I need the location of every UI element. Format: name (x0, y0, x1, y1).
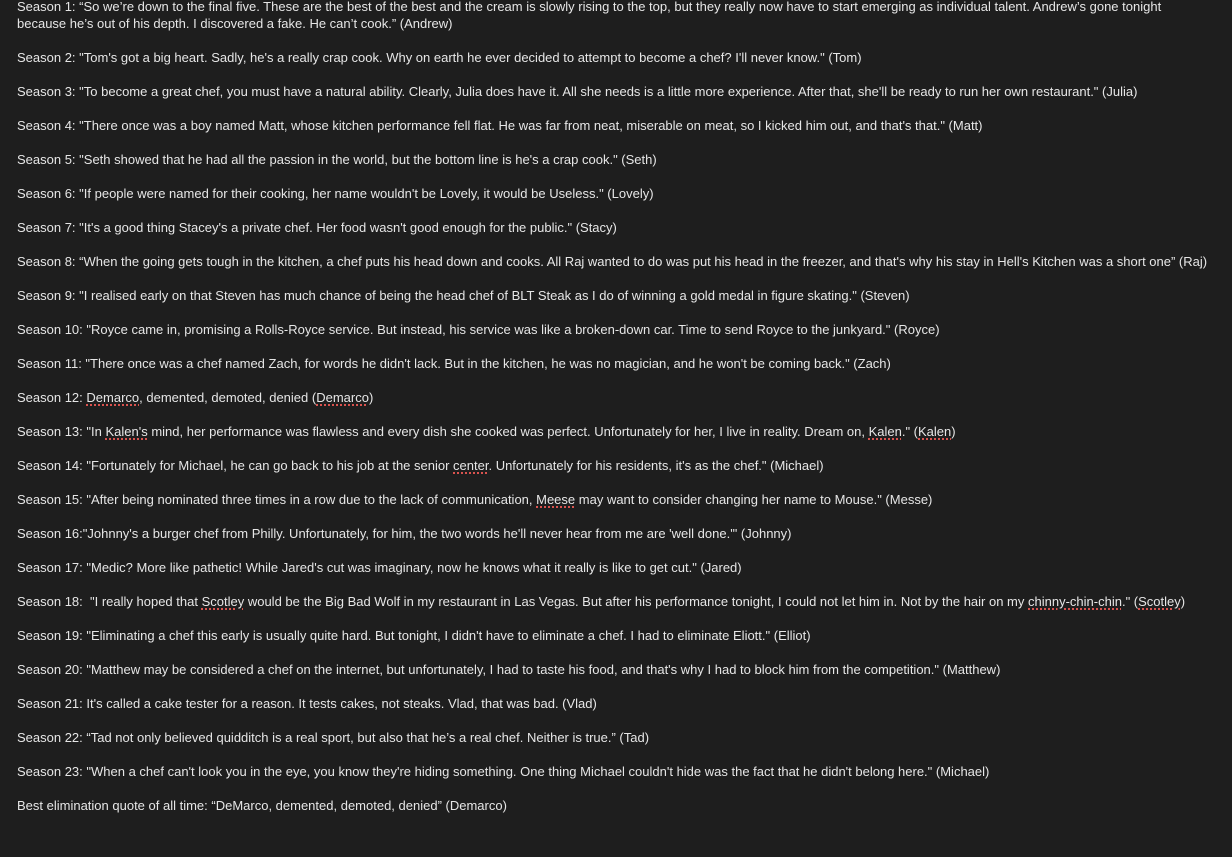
misspelled-word[interactable]: chinny-chin-chin (1028, 594, 1122, 609)
text-run: Season 3: "To become a great chef, you must have a natural ability. Clearly, Julia does have it. All she needs is a little more experience. After that, she'll be ready to run her own restaurant." (Julia) (17, 84, 1138, 99)
quote-paragraph (17, 525, 1212, 542)
misspelled-word[interactable]: Demarco (86, 390, 140, 405)
quote-paragraph (17, 185, 1212, 202)
quote-paragraph (17, 49, 1212, 66)
quote-paragraph (17, 661, 1212, 678)
text-run: ) (1180, 594, 1186, 609)
text-run: Season 22: “Tad not only believed quidditch is a real sport, but also that he’s a real chef. Neither is true.” (Tad) (17, 730, 650, 745)
quote-paragraph (17, 0, 1212, 32)
quote-paragraph (17, 423, 1212, 440)
quote-paragraph (17, 83, 1212, 100)
quote-paragraph (17, 491, 1212, 508)
text-run: Season 15: "After being nominated three times in a row due to the lack of communication, (17, 492, 537, 507)
text-run: Best elimination quote of all time: “DeMarco, demented, demoted, denied” (Demarco) (17, 798, 507, 813)
text-run: Season 13: "In (17, 424, 106, 439)
misspelled-word[interactable]: Scotley (1138, 594, 1181, 609)
quote-paragraph (17, 389, 1212, 406)
text-run: Season 21: It's called a cake tester for a reason. It tests cakes, not steaks. Vlad, that was bad. (Vlad) (17, 696, 597, 711)
quote-paragraph (17, 729, 1212, 746)
text-run: Season 9: "I realised early on that Steven has much chance of being the head chef of BLT Steak as I do of winning a gold medal in figure skating." (Steven) (17, 288, 910, 303)
text-run: ) (368, 390, 374, 405)
text-run: Season 5: "Seth showed that he had all the passion in the world, but the bottom line is he's a crap cook." (Seth) (17, 152, 657, 167)
text-run: Season 7: "It's a good thing Stacey's a private chef. Her food wasn't good enough for the public." (Stacy) (17, 220, 617, 235)
text-run: Season 2: "Tom's got a big heart. Sadly, he's a really crap cook. Why on earth he ever decided to attempt to become a chef? I'll never know." (Tom) (17, 50, 862, 65)
text-run: Season 6: "If people were named for their cooking, her name wouldn't be Lovely, it would be Useless." (Lovely) (17, 186, 654, 201)
text-run: Season 4: "There once was a boy named Matt, whose kitchen performance fell flat. He was far from neat, miserable on meat, so I kicked him out, and that's that." (Matt) (17, 118, 983, 133)
quote-paragraph (17, 117, 1212, 134)
text-run: Season 20: "Matthew may be considered a chef on the internet, but unfortunately, I had to taste his food, and that's why I had to block him from the competition." (Matthew) (17, 662, 1001, 677)
quote-paragraph (17, 695, 1212, 712)
text-run: mind, her performance was flawless and every dish she cooked was perfect. Unfortunately for her, I live in reality. Dream on, (147, 424, 869, 439)
quote-paragraph (17, 321, 1212, 338)
misspelled-word[interactable]: Kalen's (105, 424, 148, 439)
text-run: Season 16:"Johnny's a burger chef from Philly. Unfortunately, for him, the two words he'll never hear from me are 'well done.'" (Johnny) (17, 526, 792, 541)
quote-paragraph (17, 355, 1212, 372)
text-run: Season 23: "When a chef can't look you in the eye, you know they're hiding something. One thing Michael couldn't hide was the fact that he didn't belong here." (Michael) (17, 764, 990, 779)
text-run: Season 19: "Eliminating a chef this early is usually quite hard. But tonight, I didn't have to eliminate a chef. I had to eliminate Eliott." (Elliot) (17, 628, 811, 643)
text-run: ." ( (1121, 594, 1139, 609)
document-body[interactable] (17, 0, 1212, 814)
text-run: Season 14: "Fortunately for Michael, he can go back to his job at the senior (17, 458, 454, 473)
quote-paragraph (17, 151, 1212, 168)
quote-paragraph (17, 219, 1212, 236)
misspelled-word[interactable]: Scotley (201, 594, 245, 609)
text-run: ." ( (901, 424, 918, 439)
misspelled-word[interactable]: Demarco (316, 390, 369, 405)
text-run: Season 18: "I really hoped that (17, 594, 202, 609)
misspelled-word[interactable]: Meese (536, 492, 576, 507)
quote-paragraph (17, 763, 1212, 780)
quote-paragraph (17, 457, 1212, 474)
text-run: Season 8: “When the going gets tough in the kitchen, a chef puts his head down and cooks. All Raj wanted to do was put his head in the freezer, and that's why his stay in Hell's Kitchen was a short one” (Raj) (17, 254, 1208, 269)
text-run: . Unfortunately for his residents, it's as the chef." (Michael) (488, 458, 824, 473)
text-run: Season 1: “So we’re down to the final five. These are the best of the best and the cream is slowly rising to the top, but they really now have to start emerging as individual talent. Andrew’s gone tonight because he’s out of his depth. I discovered a fake. He can’t cook.” (Andrew) (17, 0, 1165, 31)
text-run: would be the Big Bad Wolf in my restaurant in Las Vegas. But after his performance tonight, I could not let him in. Not by the hair on my (244, 594, 1029, 609)
text-run: Season 11: "There once was a chef named Zach, for words he didn't lack. But in the kitchen, he was no magician, and he won't be coming back." (Zach) (17, 356, 891, 371)
text-run: Season 17: "Medic? More like pathetic! While Jared's cut was imaginary, now he knows what it really is like to get cut." (Jared) (17, 560, 742, 575)
quote-paragraph (17, 253, 1212, 270)
misspelled-word[interactable]: Kalen (868, 424, 902, 439)
quote-paragraph (17, 593, 1212, 610)
quote-paragraph (17, 627, 1212, 644)
quote-paragraph (17, 559, 1212, 576)
misspelled-word[interactable]: center (453, 458, 489, 473)
quote-paragraph (17, 287, 1212, 304)
misspelled-word[interactable]: Kalen (918, 424, 952, 439)
quote-paragraph (17, 797, 1212, 814)
text-run: Season 12: (17, 390, 87, 405)
text-run: ) (951, 424, 956, 439)
text-run: may want to consider changing her name to Mouse." (Messe) (575, 492, 933, 507)
text-run: , demented, demoted, denied ( (139, 390, 317, 405)
text-run: Season 10: "Royce came in, promising a Rolls-Royce service. But instead, his service was like a broken-down car. Time to send Royce to the junkyard." (Royce) (17, 322, 940, 337)
